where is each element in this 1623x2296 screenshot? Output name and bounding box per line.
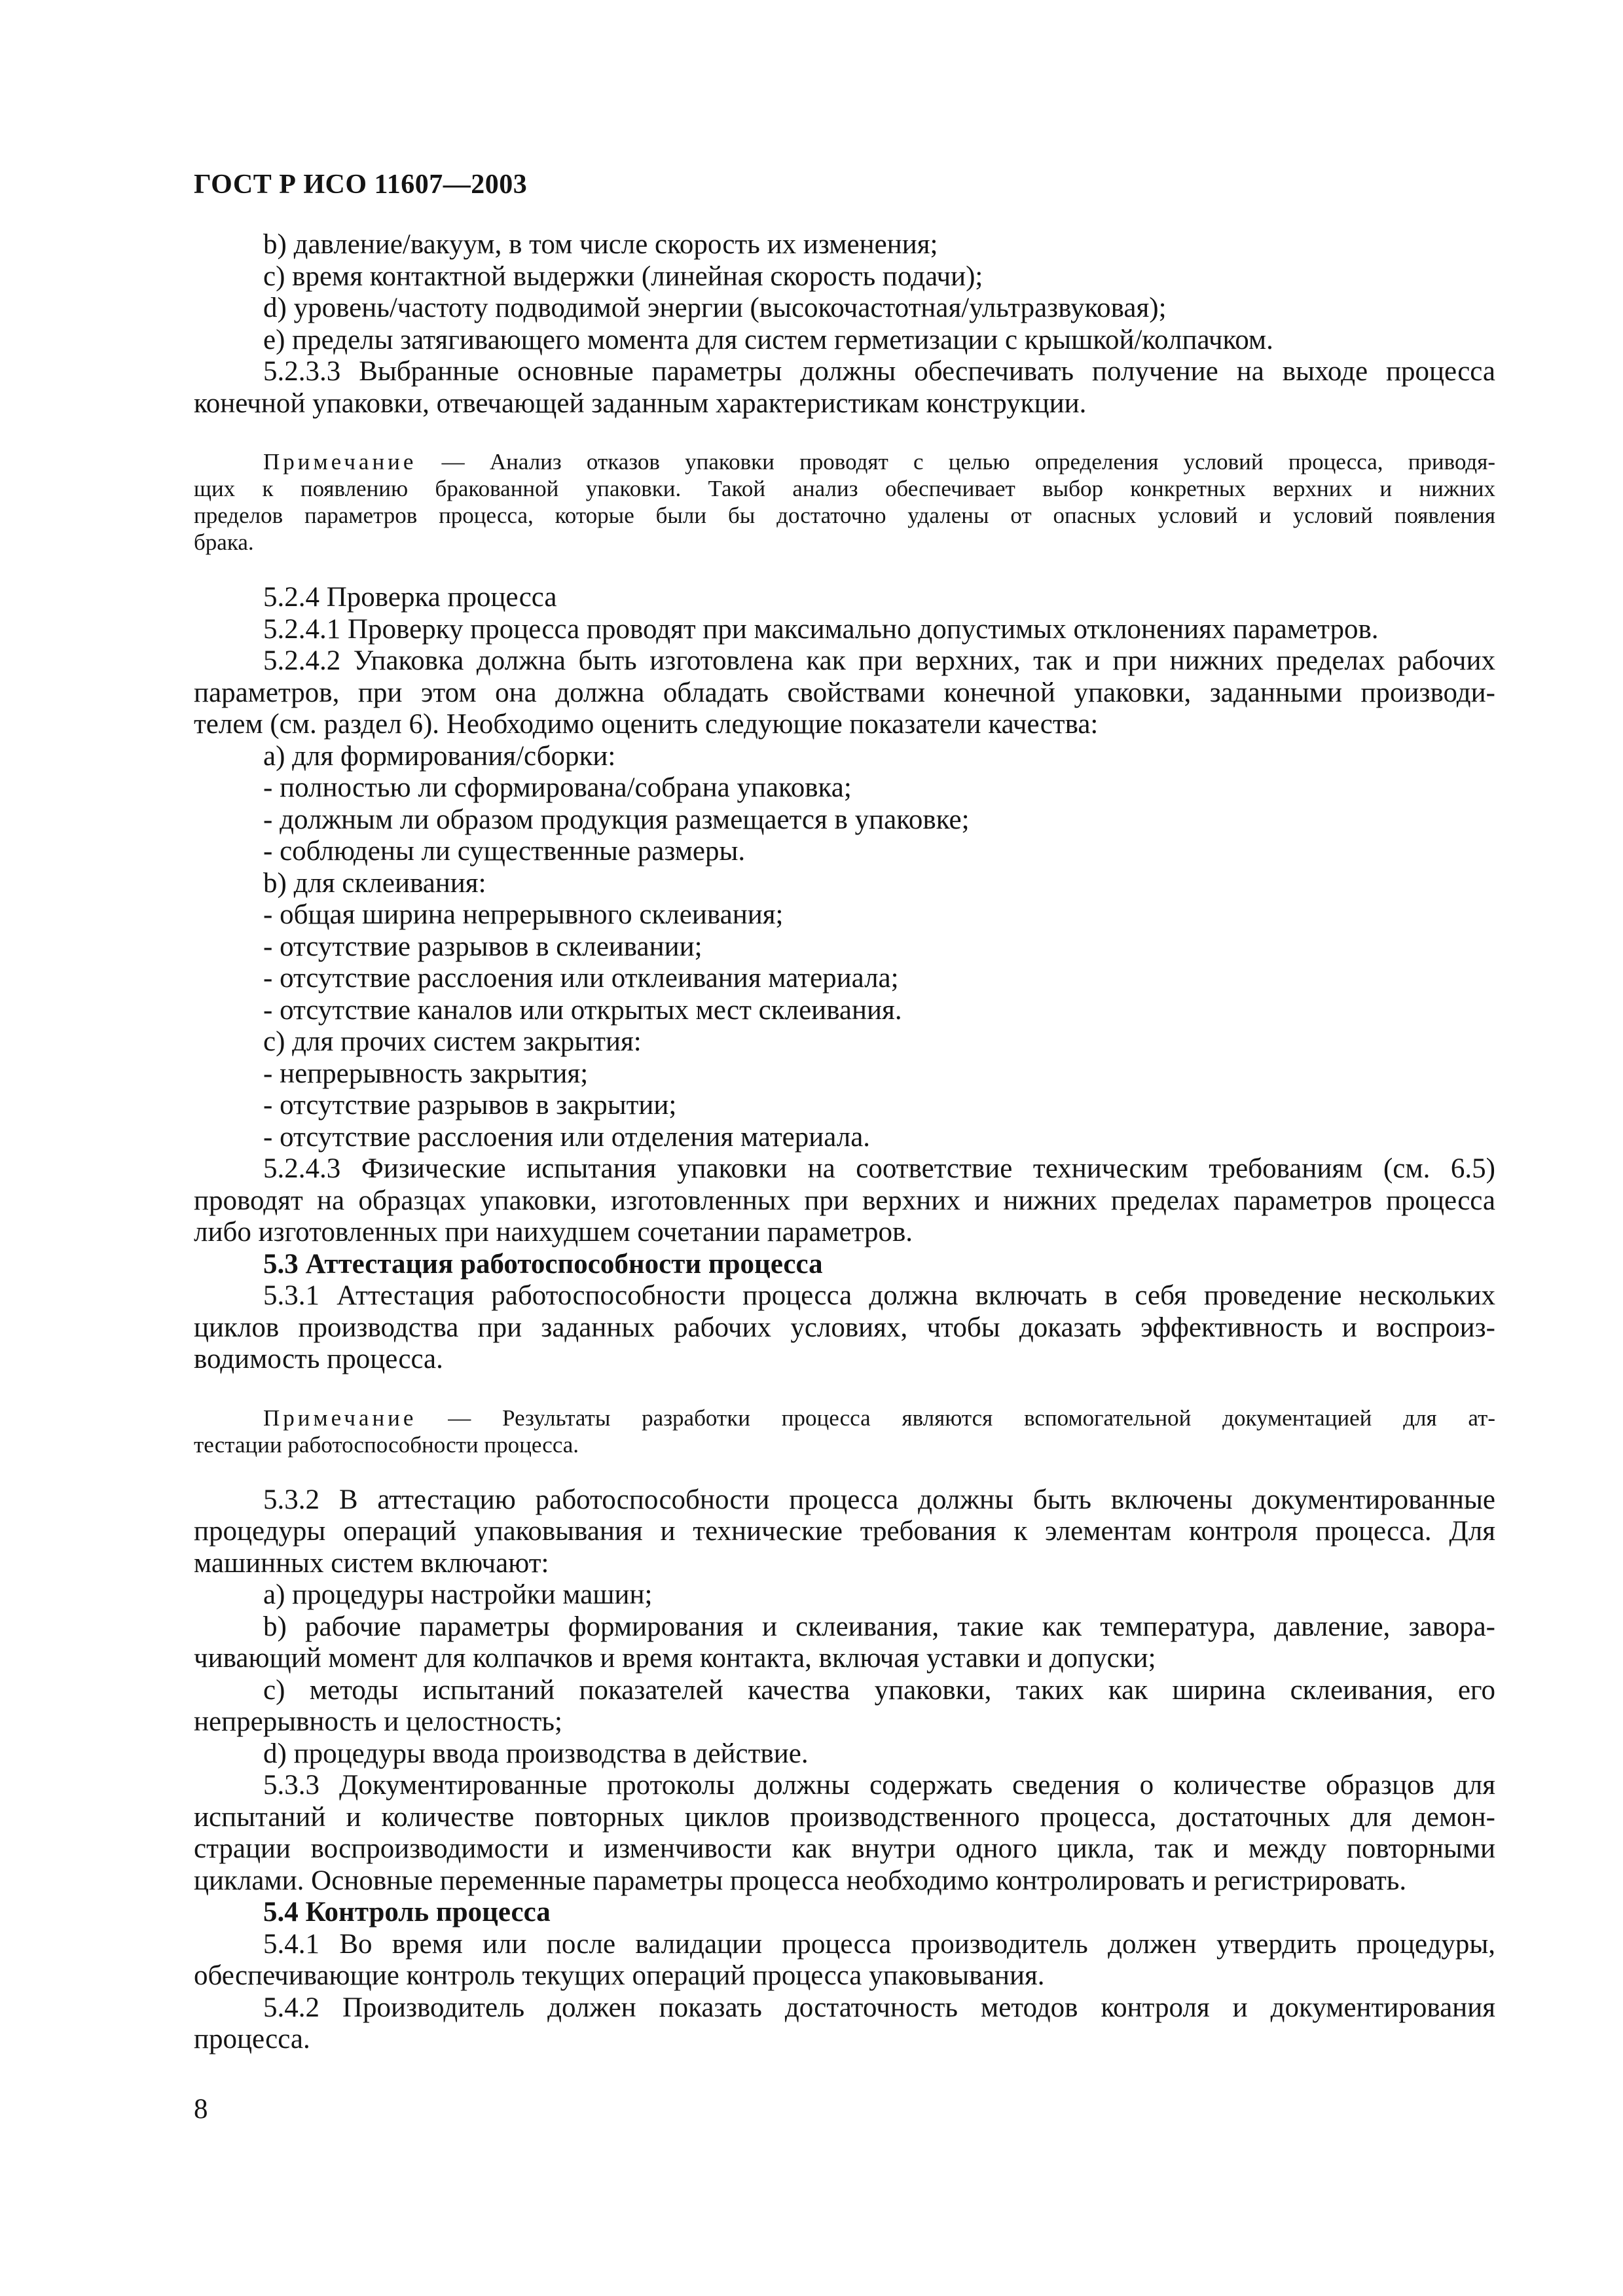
section-5-4-title: 5.4 Контроль процесса [263,1897,551,1928]
clause-5-2-4-3: 5.2.4.3 Физические испытания упаковки на соответствие техническим требованиям (см. 6.5) [263,1153,1495,1184]
note-2 [194,1405,1495,1458]
list-item: - непрерывность закрытия; [263,1058,589,1089]
note-1 [194,448,1495,556]
section-5-3-title: 5.3 Аттестация работоспособности процесса [263,1248,823,1280]
clause-5-2-4-1: 5.2.4.1 Проверку процесса проводят при максимально допустимых отклонениях параметров. [263,613,1379,645]
document-body [194,229,1495,2056]
section-5-2-4-title: 5.2.4 Проверка процесса [263,582,557,613]
list-item-b-cont: чивающий момент для колпачков и время контакта, включая уставки и допуски; [194,1643,1156,1674]
clause-5-4-1: 5.4.1 Во время или после валидации процесса производитель должен утвердить процедуры, [263,1928,1495,1960]
note-2-line [194,1405,1495,1431]
clause-5-3-3-cont: циклами. Основные переменные параметры процесса необходимо контролировать и регистрировать. [194,1865,1407,1896]
list-item-d: d) уровень/частоту подводимой энергии (высокочастотная/ультразвуковая); [263,293,1167,323]
list-item-e: e) пределы затягивающего момента для систем герметизации с крышкой/колпачком. [263,324,1273,355]
note-1-line: пределов параметров процесса, которые были бы достаточно удалены от опасных условий и условий появления [194,503,1495,528]
list-item-c: c) время контактной выдержки (линейная скорость подачи); [263,260,983,292]
clause-5-3-1: 5.3.1 Аттестация работоспособности процесса должна включать в себя проведение нескольких [263,1280,1495,1311]
clause-5-2-4-2-cont: параметров, при этом она должна обладать свойствами конечной упаковки, заданными производи- [194,677,1495,708]
note-1-label: Примечание [263,449,417,475]
list-item: - отсутствие расслоения или отделения материала. [263,1121,871,1153]
clause-5-3-1-cont: водимость процесса. [194,1344,443,1374]
note-1-line: брака. [194,529,254,555]
list-item-b: b) давление/вакуум, в том числе скорость их изменения; [263,229,938,260]
note-2-line: тестации работоспособности процесса. [194,1431,579,1458]
clause-5-4-2-cont: процесса. [194,2024,310,2054]
clause-5-2-4-3-cont: либо изготовленных при наихудшем сочетании параметров. [194,1217,913,1247]
clause-5-3-2-cont: процедуры операций упаковывания и технические требования к элементам контроля процесса. Для [194,1516,1495,1547]
list-item-a: a) процедуры настройки машин; [263,1579,653,1610]
note-2-label: Примечание [263,1405,417,1431]
clause-5-3-2: 5.3.2 В аттестацию работоспособности процесса должны быть включены документированные [263,1484,1495,1515]
list-item-c: c) методы испытаний показателей качества упаковки, таких как ширина склеивания, его [263,1674,1495,1706]
list-item-b: b) рабочие параметры формирования и склеивания, такие как температура, давление, завора- [263,1611,1495,1642]
list-item: - отсутствие каналов или открытых мест склеивания. [263,994,902,1026]
list-item: - отсутствие разрывов в склеивании; [263,931,702,962]
clause-5-3-2-cont: машинных систем включают: [194,1547,549,1579]
clause-5-3-3-cont: страции воспроизводимости и изменчивости как внутри одного цикла, так и между повторными [194,1833,1495,1864]
note-2-text: — Результаты разработки процесса являются вспомогательной документацией для ат- [416,1405,1495,1431]
list-item-c: c) для прочих систем закрытия: [263,1026,642,1057]
clause-5-4-1-cont: обеспечивающие контроль текущих операций процесса упаковывания. [194,1960,1045,1991]
clause-5-2-3-3: 5.2.3.3 Выбранные основные параметры должны обеспечивать получение на выходе процесса [263,356,1495,387]
list-item-c-cont: непрерывность и целостность; [194,1706,562,1737]
list-item-b: b) для склеивания: [263,867,486,899]
list-item-d: d) процедуры ввода производства в действие. [263,1738,809,1769]
clause-5-2-4-2-cont: телем (см. раздел 6). Необходимо оценить следующие показатели качества: [194,709,1099,740]
list-item: - общая ширина непрерывного склеивания; [263,899,784,930]
clause-5-2-3-3-cont: конечной упаковки, отвечающей заданным характеристикам конструкции. [194,387,1087,419]
document-header: ГОСТ Р ИСО 11607—2003 [194,170,528,200]
list-item: - отсутствие разрывов в закрытии; [263,1090,677,1121]
note-1-line [194,448,1495,475]
list-item: - полностью ли сформирована/собрана упаковка; [263,772,852,803]
clause-5-3-1-cont: циклов производства при заданных рабочих условиях, чтобы доказать эффективность и воспроиз- [194,1312,1495,1343]
list-item: - соблюдены ли существенные размеры. [263,836,746,867]
clause-5-4-2: 5.4.2 Производитель должен показать достаточность методов контроля и документирования [263,1992,1495,2023]
note-1-line: щих к появлению бракованной упаковки. Такой анализ обеспечивает выбор конкретных верхних и нижних [194,476,1495,501]
note-1-text: — Анализ отказов упаковки проводят с целью определения условий процесса, приводя- [416,449,1495,475]
list-item: - отсутствие расслоения или отклеивания материала; [263,963,899,994]
page-number: 8 [194,2094,208,2125]
clause-5-3-3-cont: испытаний и количестве повторных циклов производственного процесса, достаточных для демон- [194,1801,1495,1833]
clause-5-2-4-3-cont: проводят на образцах упаковки, изготовленных при верхних и нижних пределах параметров процесса [194,1185,1495,1216]
list-item-a: a) для формирования/сборки: [263,740,616,772]
list-item: - должным ли образом продукция размещается в упаковке; [263,804,970,835]
clause-5-3-3: 5.3.3 Документированные протоколы должны содержать сведения о количестве образцов для [263,1770,1495,1801]
clause-5-2-4-2: 5.2.4.2 Упаковка должна быть изготовлена как при верхних, так и при нижних пределах рабочих [263,645,1495,676]
